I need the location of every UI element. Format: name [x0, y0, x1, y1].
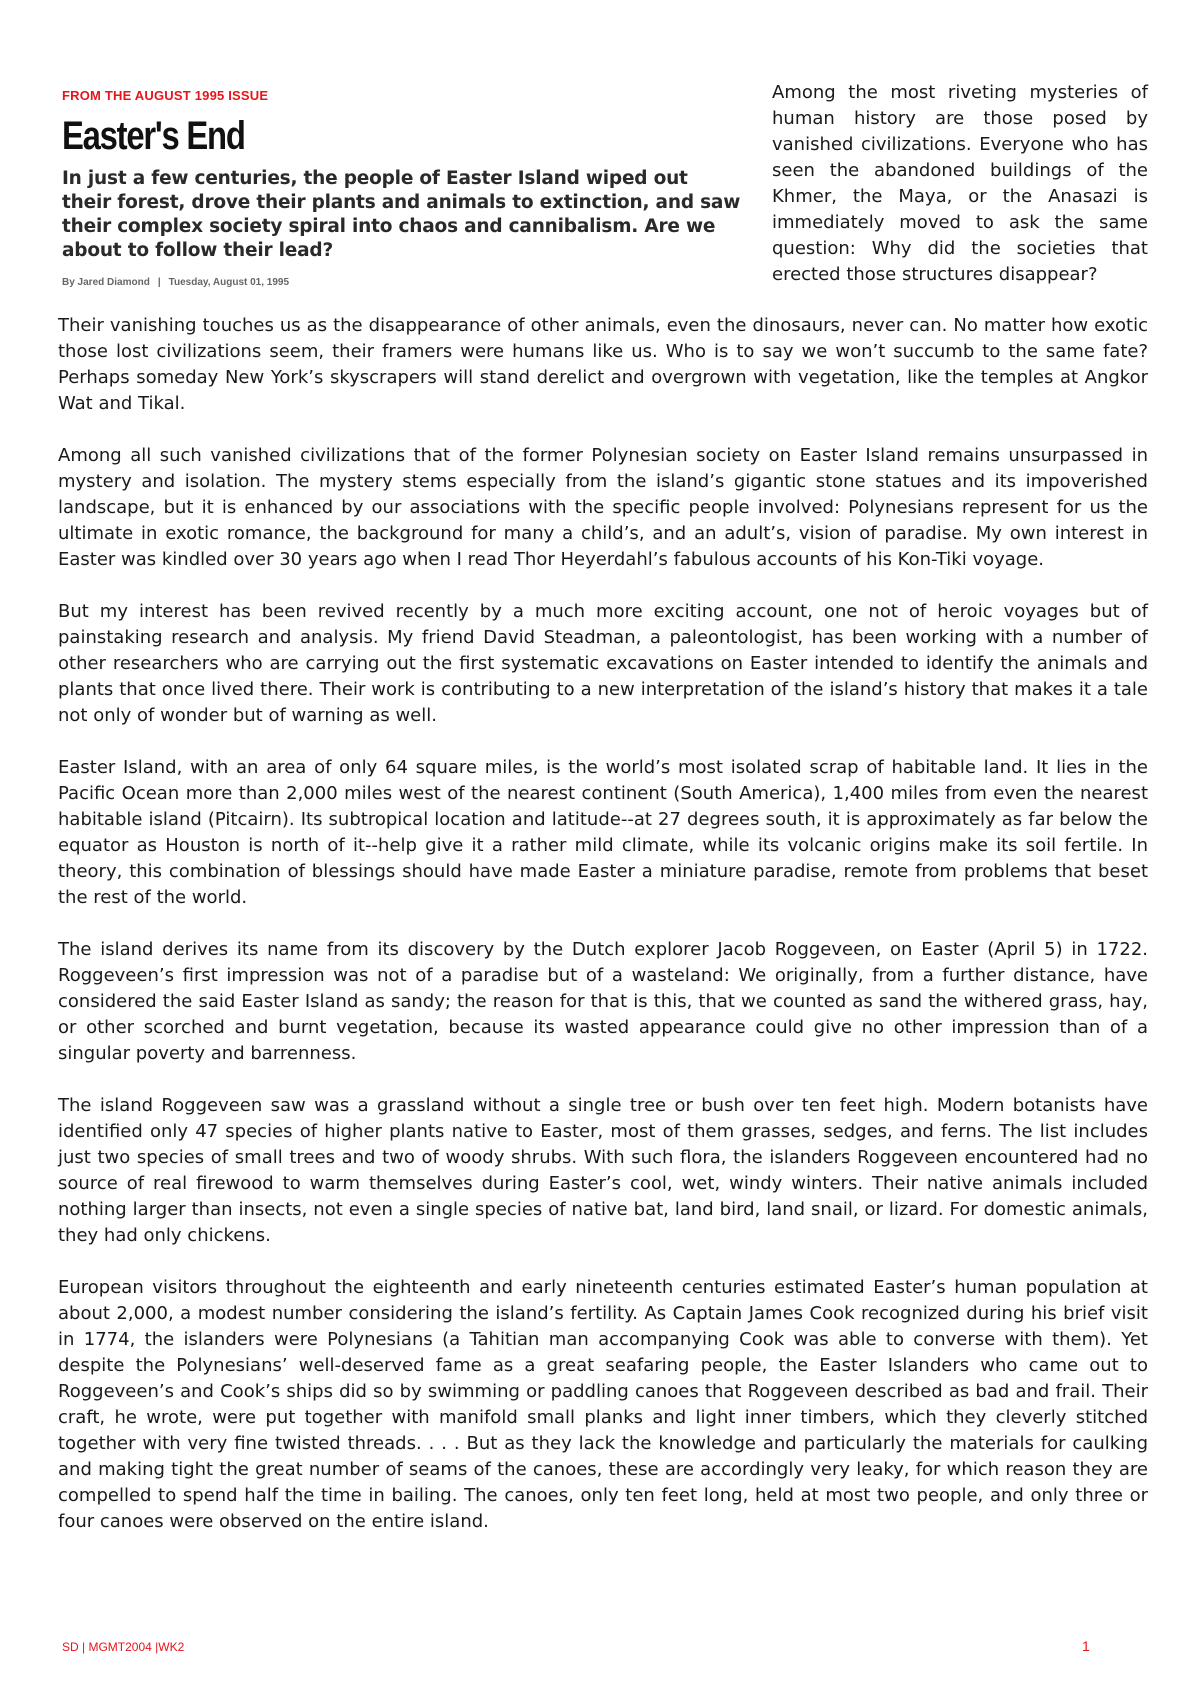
byline-date: Tuesday, August 01, 1995 [168, 277, 290, 288]
article-header [62, 88, 742, 288]
body-paragraph: Easter Island, with an area of only 64 square miles, is the world’s most isolated scrap of habitable land. It lies in the Pacific Ocean more than 2,000 miles west of the nearest continent (South America), 1,400 miles from even the nearest habitable island (Pitcairn). Its subtropical location and latitude--at 27 degrees south, it is approximately as far below the equator as Houston is north of it--help give it a rather mild climate, while its volcanic origins make its soil fertile. In theory, this combination of blessings should have made Easter a miniature paradise, remote from problems that beset the rest of the world. [58, 757, 1148, 908]
body-paragraph: The island derives its name from its discovery by the Dutch explorer Jacob Roggeveen, on Easter (April 5) in 1722. Roggeveen’s first impression was not of a paradise but of a wasteland: We originally, from a further distance, have considered the said Easter Island as sandy; the reason for that is this, that we counted as sand the withered grass, hay, or other scorched and burnt vegetation, because its wasted appearance could give no other impression than of a singular poverty and barrenness. [58, 939, 1148, 1064]
byline-separator: | [157, 277, 161, 288]
footer-course-label: SD | MGMT2004 |WK2 [62, 1640, 185, 1654]
issue-label: FROM THE AUGUST 1995 ISSUE [62, 88, 269, 103]
article-dek: In just a few centuries, the people of Easter Island wiped out their forest, drove their plants and animals to extinction, and saw their complex society spiral into chaos and cannibalism. Are we about to follow their lead? [62, 168, 741, 261]
body-paragraph: The island Roggeveen saw was a grassland without a single tree or bush over ten feet high. Modern botanists have identified only 47 species of higher plants native to Easter, most of them grasses, sedges, and ferns. The list includes just two species of small trees and two of woody shrubs. With such flora, the islanders Roggeveen encountered had no source of real firewood to warm themselves during Easter’s cool, wet, windy winters. Their native animals included nothing larger than insects, not even a single species of native bat, land bird, land snail, or lizard. For domestic animals, they had only chickens. [58, 1095, 1148, 1246]
article-body [58, 313, 1148, 1561]
body-paragraph: Among all such vanished civilizations that of the former Polynesian society on Easter Island remains unsurpassed in mystery and isolation. The mystery stems especially from the island’s gigantic stone statues and its impoverished landscape, but it is enhanced by our associations with the specific people involved: Polynesians represent for us the ultimate in exotic romance, the background for many a child’s, and an adult’s, vision of paradise. My own interest in Easter was kindled over 30 years ago when I read Thor Heyerdahl’s fabulous accounts of his Kon-Tiki voyage. [58, 445, 1148, 570]
intro-paragraph: Among the most riveting mysteries of human history are those posed by vanished civilizations. Everyone who has seen the abandoned buildings of the Khmer, the Maya, or the Anasazi is immediately moved to ask the same question: Why did the societies that erected those structures disappear? [772, 82, 1148, 285]
body-paragraph: Their vanishing touches us as the disappearance of other animals, even the dinosaurs, never can. No matter how exotic those lost civilizations seem, their framers were humans like us. Who is to say we won’t succumb to the same fate? Perhaps someday New York’s skyscrapers will stand derelict and overgrown with vegetation, like the temples at Angkor Wat and Tikal. [58, 315, 1148, 414]
body-paragraph: European visitors throughout the eighteenth and early nineteenth centuries estimated Easter’s human population at about 2,000, a modest number considering the island’s fertility. As Captain James Cook recognized during his brief visit in 1774, the islanders were Polynesians (a Tahitian man accompanying Cook was able to converse with them). Yet despite the Polynesians’ well-deserved fame as a great seafaring people, the Easter Islanders who came out to Roggeveen’s and Cook’s ships did so by swimming or paddling canoes that Roggeveen described as bad and frail. Their craft, he wrote, were put together with manifold small planks and light inner timbers, which they cleverly stitched together with very fine twisted threads. . . . But as they lack the knowledge and particularly the materials for caulking and making tight the great number of seams of the canoes, these are accordingly very leaky, for which reason they are compelled to spend half the time in bailing. The canoes, only ten feet long, held at most two people, and only three or four canoes were observed on the entire island. [58, 1277, 1148, 1532]
body-paragraph: But my interest has been revived recently by a much more exciting account, one not of heroic voyages but of painstaking research and analysis. My friend David Steadman, a paleontologist, has been working with a number of other researchers who are carrying out the first systematic excavations on Easter intended to identify the animals and plants that once lived there. Their work is contributing to a new interpretation of the island’s history that makes it a tale not only of wonder but of warning as well. [58, 601, 1148, 726]
byline-author: By Jared Diamond [62, 277, 150, 288]
byline [62, 277, 742, 288]
article-title: Easter's End [62, 114, 245, 158]
footer-page-number: 1 [1082, 1638, 1090, 1654]
